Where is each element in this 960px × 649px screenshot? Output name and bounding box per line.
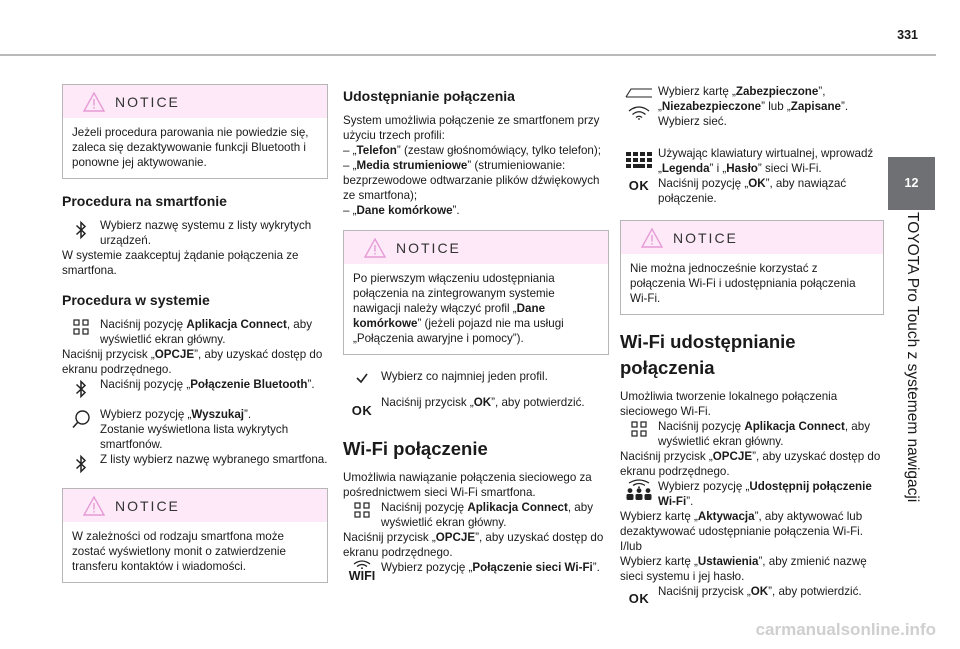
paragraph: Wybierz kartę „Ustawienia”, aby zmienić nazwę sieci systemu i jej hasło. xyxy=(620,555,867,583)
instruction-text: Naciśnij pozycję „Połączenie Bluetooth”. xyxy=(100,378,315,391)
notice-header xyxy=(344,231,608,264)
notice-header xyxy=(63,85,327,118)
paragraph: Umożliwia nawiązanie połączenia sieciowego za pośrednictwem sieci Wi-Fi smartfona. xyxy=(343,471,592,499)
wifi-icon xyxy=(628,479,650,488)
instruction-text: Wybierz pozycję „Połączenie sieci Wi-Fi”. xyxy=(381,561,600,574)
instruction-item xyxy=(343,395,609,418)
header-rule xyxy=(0,54,936,56)
notice-header xyxy=(621,221,883,254)
paragraph: Naciśnij przycisk „OPCJE”, aby uzyskać dostęp do ekranu podrzędnego. xyxy=(62,348,323,376)
instruction-item xyxy=(620,479,884,509)
column-3 xyxy=(620,84,884,606)
instruction-item xyxy=(343,500,609,530)
chapter-tab: 12 xyxy=(888,157,935,210)
virtual-keyboard-icon xyxy=(626,152,652,168)
list-item: – „Telefon” (zestaw głośnomówiący, tylko telefon); xyxy=(343,144,601,157)
ok-button-icon: OK xyxy=(628,178,650,193)
instruction-item xyxy=(620,419,884,449)
instruction-item xyxy=(62,218,328,248)
instruction-text: Naciśnij przycisk „OK”, aby potwierdzić. xyxy=(658,585,862,598)
search-icon xyxy=(71,409,91,429)
notice-box xyxy=(62,84,328,179)
notice-text: Nie można jednocześnie korzystać z połączenia Wi-Fi i udostępniania połączenia Wi-Fi. xyxy=(630,262,856,305)
paragraph: Naciśnij przycisk „OPCJE”, aby uzyskać dostęp do ekranu podrzędnego. xyxy=(343,531,604,559)
apps-grid-icon xyxy=(73,319,89,335)
paragraph: I/lub xyxy=(620,540,642,553)
checkbox-check-icon xyxy=(355,371,369,385)
chapter-title: TOYOTA Pro Touch z systemem nawigacji xyxy=(904,212,921,503)
watermark: carmanualsonline.info xyxy=(755,620,936,639)
warning-triangle-icon xyxy=(83,496,105,516)
notice-text: Jeżeli procedura parowania nie powiedzie się, zaleca się dezaktywowanie funkcji Bluetooth i ponowne jej aktywowanie. xyxy=(72,126,309,169)
wifi-label: WIFI xyxy=(348,569,376,583)
instruction-item xyxy=(620,584,884,606)
instruction-text: Z listy wybierz nazwę wybranego smartfona. xyxy=(100,453,328,466)
instruction-text: Wybierz pozycję „Udostępnij połączenie Wi-Fi”. xyxy=(658,480,872,508)
notice-box xyxy=(62,488,328,583)
notice-label: NOTICE xyxy=(396,240,461,256)
warning-triangle-icon xyxy=(83,92,105,112)
ok-button-icon: OK xyxy=(351,403,373,418)
page-number: 331 xyxy=(897,28,918,42)
instruction-item xyxy=(343,369,609,385)
notice-label: NOTICE xyxy=(673,230,738,246)
notice-box xyxy=(620,220,884,315)
heading-smartphone-procedure: Procedura na smartfonie xyxy=(62,193,227,209)
notice-text: Po pierwszym włączeniu udostępniania połączenia na zintegrowanym systemie nawigacji należy włączyć profil „Dane komórkowe” (jeżeli pojazd nie ma usługi „Połączenia awaryjne i pomocy”). xyxy=(353,272,564,345)
notice-box xyxy=(343,230,609,355)
instruction-item xyxy=(62,377,328,399)
instruction-item xyxy=(62,407,328,452)
wifi-icon xyxy=(628,106,650,120)
instruction-text: Naciśnij przycisk „OK”, aby potwierdzić. xyxy=(381,396,585,409)
instruction-text: Wybierz pozycję „Wyszukaj”. Zostanie wyświetlona lista wykrytych smartfonów. xyxy=(100,408,289,451)
heading-connection-sharing: Udostępnianie połączenia xyxy=(343,88,515,104)
instruction-text: Używając klawiatury wirtualnej, wprowadź „Legenda” i „Hasło” sieci Wi-Fi. Naciśnij pozycję „OK”, aby nawiązać połączenie. xyxy=(658,147,874,205)
instruction-text: Naciśnij pozycję Aplikacja Connect, aby wyświetlić ekran główny. xyxy=(658,420,870,448)
paragraph: Naciśnij przycisk „OPCJE”, aby uzyskać dostęp do ekranu podrzędnego. xyxy=(620,450,881,478)
users-icon xyxy=(626,488,652,500)
column-1 xyxy=(62,84,328,597)
instruction-item xyxy=(620,84,884,129)
paragraph: Umożliwia tworzenie lokalnego połączenia sieciowego Wi-Fi. xyxy=(620,390,838,418)
tab-selector-icon xyxy=(625,88,653,98)
notice-label: NOTICE xyxy=(115,498,180,514)
heading-system-procedure: Procedura w systemie xyxy=(62,292,210,308)
heading-wifi-connection: Wi-Fi połączenie xyxy=(343,438,488,459)
instruction-text: Wybierz kartę „Zabezpieczone”, „Niezabezpieczone” lub „Zapisane”. Wybierz sieć. xyxy=(658,85,849,128)
ok-button-icon: OK xyxy=(628,591,650,606)
instruction-text: Naciśnij pozycję Aplikacja Connect, aby wyświetlić ekran główny. xyxy=(100,318,312,346)
notice-label: NOTICE xyxy=(115,94,180,110)
wifi-icon xyxy=(353,560,371,569)
heading-wifi-hotspot: Wi-Fi udostępnianie połączenia xyxy=(620,331,796,378)
instruction-item xyxy=(343,560,609,584)
warning-triangle-icon xyxy=(641,228,663,248)
bluetooth-icon xyxy=(75,379,87,399)
instruction-text: Naciśnij pozycję Aplikacja Connect, aby wyświetlić ekran główny. xyxy=(381,501,593,529)
apps-grid-icon xyxy=(354,502,370,518)
bluetooth-icon xyxy=(75,454,87,474)
paragraph: System umożliwia połączenie ze smartfonem przy użyciu trzech profili: xyxy=(343,114,600,142)
notice-header xyxy=(63,489,327,522)
instruction-item xyxy=(620,146,884,206)
warning-triangle-icon xyxy=(364,238,386,258)
instruction-item xyxy=(62,317,328,347)
notice-text: W zależności od rodzaju smartfona może zostać wyświetlony monit o zatwierdzenie transferu kontaktów i wiadomości. xyxy=(72,530,286,573)
apps-grid-icon xyxy=(631,421,647,437)
list-item: – „Media strumieniowe” (strumieniowanie: bezprzewodowe odtwarzanie plików dźwiękowych ze smartfona); xyxy=(343,159,600,202)
bluetooth-icon xyxy=(75,220,87,240)
instruction-text: Wybierz co najmniej jeden profil. xyxy=(381,370,548,383)
list-item: – „Dane komórkowe”. xyxy=(343,204,460,217)
column-2 xyxy=(343,84,609,584)
paragraph: W systemie zaakceptuj żądanie połączenia ze smartfona. xyxy=(62,249,299,277)
instruction-item xyxy=(62,452,328,474)
paragraph: Wybierz kartę „Aktywacja”, aby aktywować lub dezaktywować udostępnianie połączenia Wi-Fi. xyxy=(620,510,863,538)
instruction-text: Wybierz nazwę systemu z listy wykrytych urządzeń. xyxy=(100,219,312,247)
